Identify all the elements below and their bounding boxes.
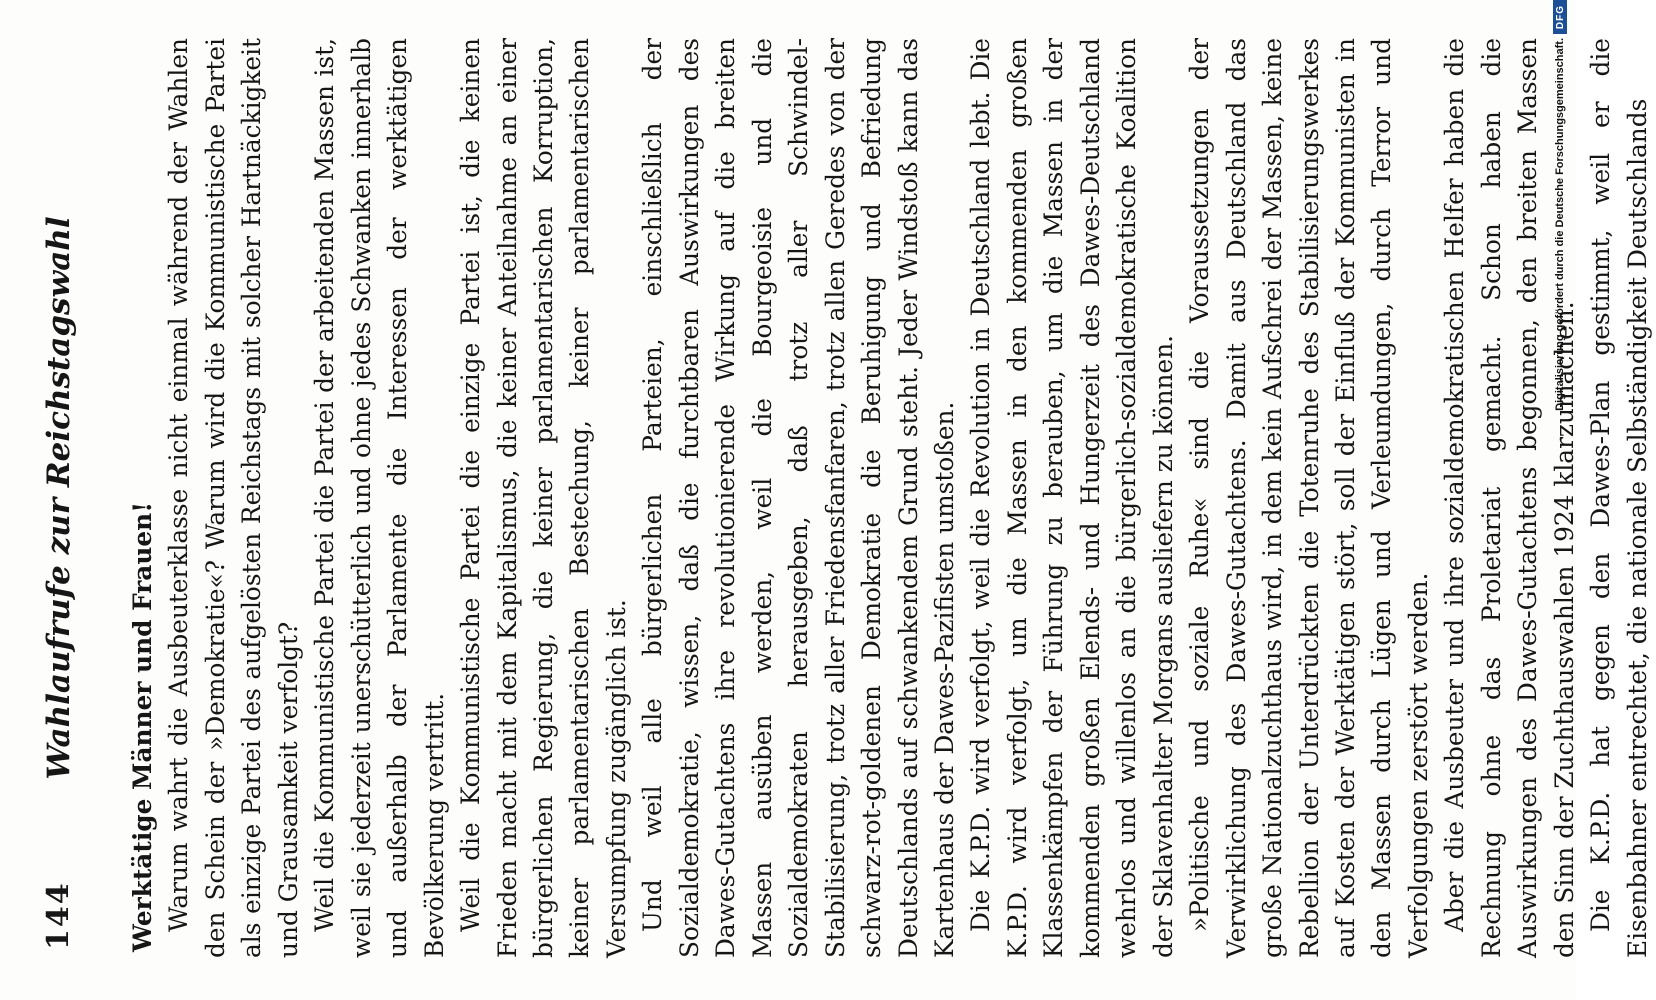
paragraph-4: Und weil alle bürgerlichen Parteien, einschließlich der Sozialdemokratie, wissen, daß die furchtbaren Auswirkungen des Dawes-Gutachtens ihre revolutionierende Wirkung auf die breiten Massen ausüben werden, weil die Bourgeoisie und die Sozialdemokraten herausgeben, daß trotz aller Schwindel-Stabilisierung, trotz aller Friedensfanfaren, trotz allen Geredes von der schwarz-rot-goldenen Demokratie die Beruhigung und Befriedung Deutschlands auf schwankendem Grund steht. Jeder Windstoß kann das Kartenhaus der Dawes-Pazifisten umstoßen. <box>638 38 959 958</box>
digitization-credit <box>1547 0 1573 990</box>
salutation-heading: Werktätige Männer und Frauen! <box>128 501 157 952</box>
paragraph-1: Warum wahrt die Ausbeuterklasse nicht einmal während der Wahlen den Schein der »Demokratie«? Warum wird die Kommunistische Partei als einzige Partei des aufgelösten Reichstags mit solcher Hartnäckigkeit und Grausamkeit verfolgt? <box>164 38 303 958</box>
dfg-logo-icon: DFG <box>1553 0 1567 34</box>
page-header <box>37 38 81 958</box>
credit-text: Digitalisierung gefördert durch die Deutsche Forschungsgemeinschaft. <box>1554 38 1566 411</box>
paragraph-2: Weil die Kommunistische Partei die Partei der arbeitenden Massen ist, weil sie jederzeit unerschütterlich und ohne jedes Schwanken innerhalb und außerhalb der Parlamente die Interessen der werktätigen Bevölkerung vertritt. <box>310 38 449 958</box>
paragraph-8: Die K.P.D. hat gegen den Dawes-Plan gestimmt, weil er die Eisenbahner entrechtet, die nationale Selbständigkeit Deutschlands <box>1586 38 1652 958</box>
paragraph-7: Aber die Ausbeuter und ihre sozialdemokratischen Helfer haben die Rechnung ohne das Proletariat gemacht. Schon haben die Auswirkungen des Dawes-Gutachtens begonnen, den breiten Massen den Sinn der Zuchthauswahlen 1924 klarzumachen. <box>1440 38 1579 958</box>
running-title: Wahlaufrufe zur Reichstagswahl <box>41 216 77 780</box>
paragraph-3: Weil die Kommunistische Partei die einzige Partei ist, die keinen Frieden macht mit dem Kapitalismus, die keiner Anteilnahme an einer bürgerlichen Regierung, die keiner parlamentarischen Korruption, keiner parlamentarischen Bestechung, keiner parlamentarischen Versumpfung zugänglich ist. <box>456 38 631 958</box>
body-text <box>125 38 1656 958</box>
paragraph-5: Die K.P.D. wird verfolgt, weil die Revolution in Deutschland lebt. Die K.P.D. wird verfolgt, um die Massen in den kommenden großen Klassenkämpfen der Führung zu berauben, um die Massen in der kommenden großen Elends- und Hungerzeit des Dawes-Deutschland wehrlos und willenlos an die bürgerlich-sozialdemokratische Koalition der Sklavenhalter Morgans ausliefern zu können. <box>966 38 1178 958</box>
page-number: 144 <box>41 881 76 950</box>
paragraph-6: »Politische und soziale Ruhe« sind die Voraussetzungen der Verwirklichung des Dawes-Gutachtens. Damit aus Deutschland das große Nationalzuchthaus wird, in dem kein Aufschrei der Massen, keine Rebellion der Unterdrückten die Totenruhe des Stabilisierungswerkes auf Kosten der Werktätigen stört, soll der Einfluß der Kommunisten in den Massen durch Lügen und Verleumdungen, durch Terror und Verfolgungen zerstört werden. <box>1185 38 1433 958</box>
